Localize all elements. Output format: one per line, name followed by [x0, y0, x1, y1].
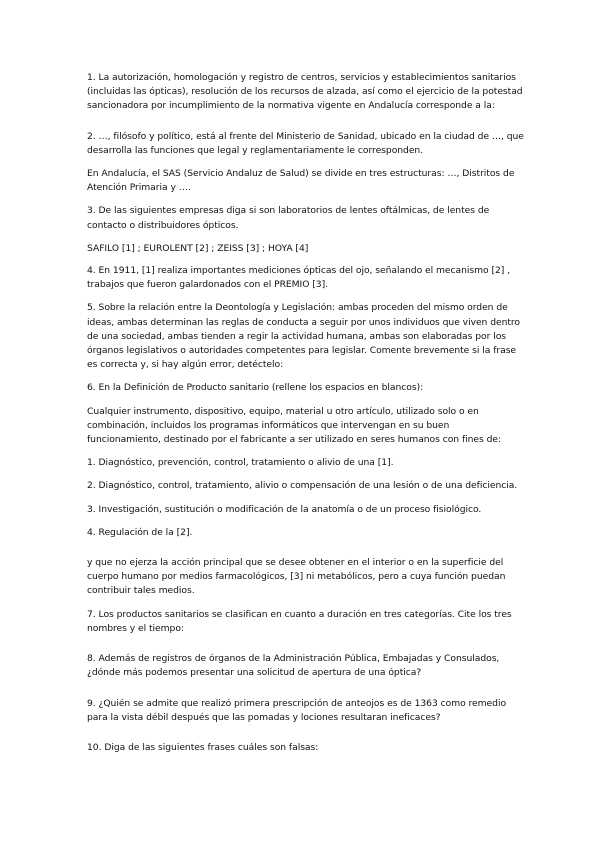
- text-line: 10. Diga de las siguientes frases cuáles son falsas:: [87, 741, 319, 753]
- text-line: ideas, ambas determinan las reglas de conducta a seguir por unos individuos que viven dentro: [87, 316, 521, 328]
- paragraph-q9: [87, 697, 520, 725]
- text-line: 1. Diagnóstico, prevención, control, tratamiento o alivio de una [1].: [87, 457, 394, 469]
- text-line: 7. Los productos sanitarios se clasifican en cuanto a duración en tres categorías. Cite los tres: [87, 608, 512, 620]
- text-line: Cualquier instrumento, dispositivo, equipo, material u otro artículo, utilizado solo o en: [87, 405, 479, 417]
- text-line: es correcta y, si hay algún error, detéctelo:: [87, 359, 284, 371]
- text-line: 8. Además de registros de órganos de la Administración Pública, Embajadas y Consulados,: [87, 653, 500, 665]
- text-line: Atención Primaria y ….: [87, 182, 191, 194]
- text-line: contribuir tales medios.: [87, 585, 195, 597]
- text-line: contacto o distribuidores ópticos.: [87, 219, 239, 231]
- text-line: 2. …, filósofo y político, está al frente del Ministerio de Sanidad, ubicado en la ciudad de …, que: [87, 130, 524, 142]
- text-line: En Andalucía, el SAS (Servicio Andaluz de Salud) se divide en tres estructuras: …, Distritos de: [87, 168, 515, 180]
- paragraph-q6-4: [87, 526, 520, 540]
- paragraph-q6-end: [87, 556, 520, 599]
- text-line: SAFILO [1] ; EUROLENT [2] ; ZEISS [3] ; HOYA [4]: [87, 242, 309, 254]
- paragraph-q2b: [87, 167, 520, 195]
- text-line: órganos legislativos o autoridades competentes para legislar. Comente brevemente si la frase: [87, 345, 517, 357]
- text-line: cuerpo humano por medios farmacológicos, [3] ni metabólicos, pero a cuya función puedan: [87, 571, 506, 583]
- paragraph-q8: [87, 652, 520, 680]
- paragraph-q6: [87, 381, 520, 395]
- text-line: ¿dónde más podemos presentar una solicitud de apertura de una óptica?: [87, 667, 422, 679]
- text-line: para la vista débil después que las pomadas y lociones resultaran ineficaces?: [87, 711, 441, 723]
- text-line: 6. En la Definición de Producto sanitario (rellene los espacios en blancos):: [87, 382, 424, 394]
- text-line: (incluidas las ópticas), resolución de los recursos de alzada, así como el ejercicio de la potestad: [87, 86, 523, 98]
- paragraph-q10: [87, 741, 520, 755]
- document-body: [87, 71, 524, 755]
- paragraph-q4: [87, 264, 520, 292]
- text-line: de una sociedad, ambas tienden a regir la actividad humana, ambas son elaboradas por los: [87, 330, 507, 342]
- text-line: 9. ¿Quién se admite que realizó primera prescripción de anteojos es de 1363 como remedio: [87, 697, 507, 709]
- text-line: 3. Investigación, sustitución o modificación de la anatomía o de un proceso fisiológico.: [87, 503, 482, 515]
- paragraph-q6-1: [87, 456, 520, 470]
- text-line: 5. Sobre la relación entre la Deontología y Legislación: ambas proceden del mismo orden de: [87, 302, 508, 314]
- text-line: trabajos que fueron galardonados con el PREMIO [3].: [87, 279, 328, 291]
- paragraph-q3: [87, 204, 520, 232]
- text-line: y que no ejerza la acción principal que se desee obtener en el interior o en la superficie del: [87, 557, 504, 569]
- text-line: 2. Diagnóstico, control, tratamiento, alivio o compensación de una lesión o de una deficiencia.: [87, 480, 518, 492]
- paragraph-q2: [87, 130, 524, 158]
- paragraph-q5: [87, 301, 520, 372]
- text-line: nombres y el tiempo:: [87, 622, 184, 634]
- text-line: funcionamiento, destinado por el fabricante a ser utilizado en seres humanos con fines de:: [87, 434, 502, 446]
- paragraph-q6-2: [87, 479, 520, 493]
- paragraph-q7: [87, 608, 520, 636]
- paragraph-q6-def: [87, 405, 520, 448]
- text-line: combinación, incluidos los programas informáticos que intervengan en su buen: [87, 419, 450, 431]
- text-line: 1. La autorización, homologación y registro de centros, servicios y establecimientos sanitarios: [87, 72, 516, 83]
- paragraph-q1: [87, 71, 523, 114]
- text-line: sancionadora por incumplimiento de la normativa vigente en Andalucía corresponde a la:: [87, 100, 495, 112]
- paragraph-q6-3: [87, 503, 520, 517]
- paragraph-q3-list: [87, 242, 520, 256]
- text-line: 4. Regulación de la [2].: [87, 526, 193, 538]
- text-line: desarrolla las funciones que legal y reglamentariamente le corresponden.: [87, 144, 424, 156]
- text-line: 4. En 1911, [1] realiza importantes mediciones ópticas del ojo, señalando el mecanismo [2] ,: [87, 265, 511, 277]
- text-line: 3. De las siguientes empresas diga si son laboratorios de lentes oftálmicas, de lentes de: [87, 205, 490, 217]
